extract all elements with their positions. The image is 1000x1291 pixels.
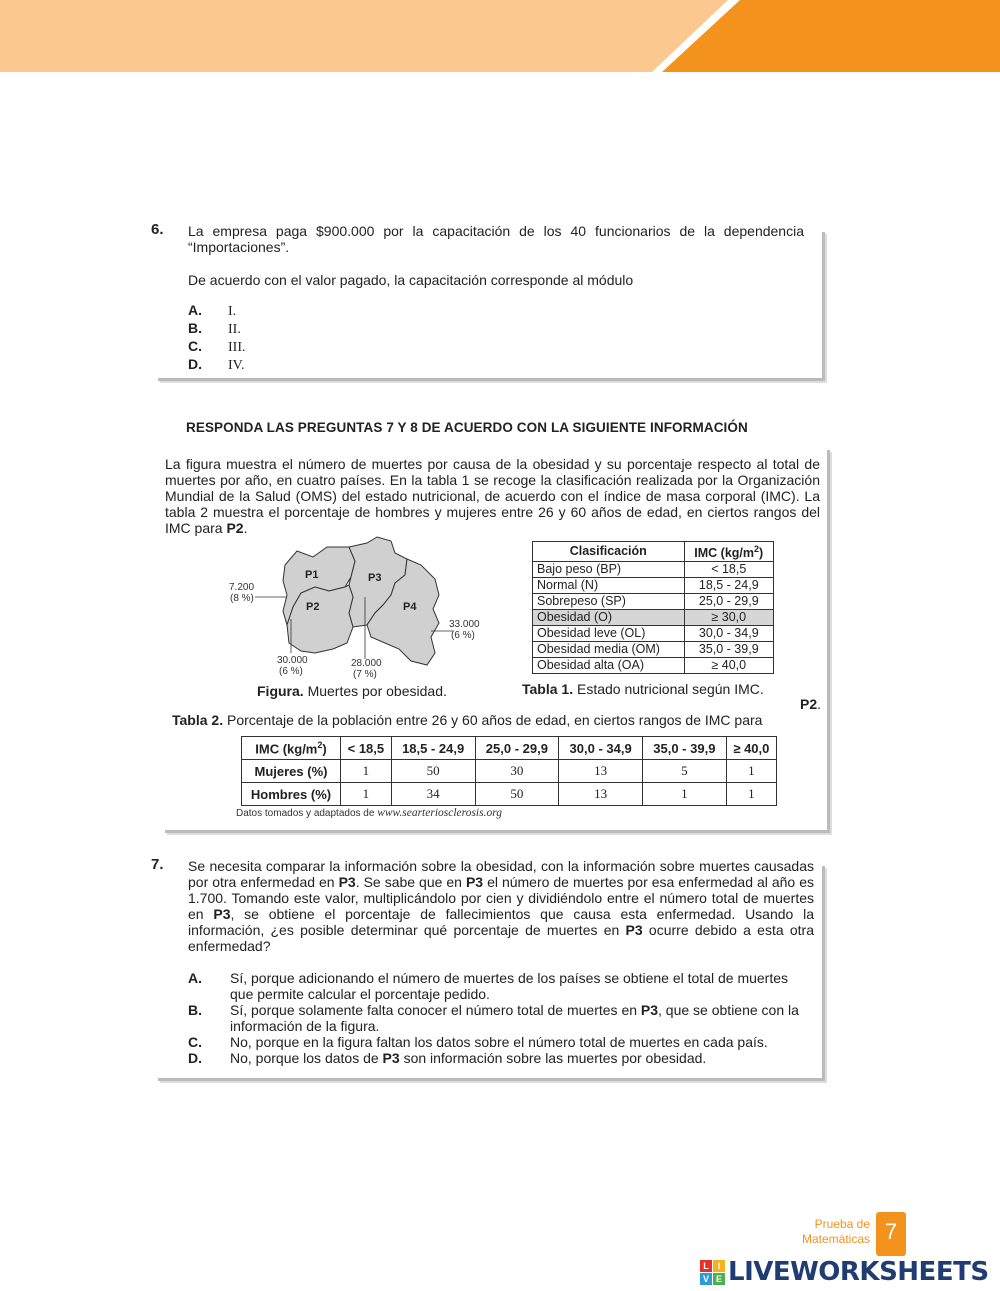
table-cell: 5	[642, 760, 726, 783]
region-p1-label: P1	[305, 569, 319, 581]
option-text: I.	[228, 304, 237, 319]
option-text: Sí, porque adicionando el número de muertes de los países se obtiene el total de muertes que permite calcular el porcentaje pedido.	[230, 970, 789, 1002]
table-2-caption-text: Porcentaje de la población entre 26 y 60 años de edad, en ciertos rangos de IMC para	[226, 712, 763, 728]
table-row	[533, 562, 774, 578]
option-a[interactable]	[188, 970, 814, 1002]
stem-bold: P3	[338, 874, 356, 890]
stem-bold: P3	[465, 874, 484, 890]
callout-p1-value: 7.200	[229, 582, 255, 593]
option-text-part: , que se obtiene con la información de la figura.	[230, 1002, 799, 1034]
table-cell: ≥ 40,0	[684, 658, 773, 674]
callout-p3-pct: (7 %)	[353, 669, 377, 680]
stem-text: , se obtiene el porcentaje de fallecimientos que causa esta enfermedad. Usando la información, ¿es posible determinar qué porcentaje de muertes en	[188, 906, 814, 938]
table-header-range: ≥ 40,0	[726, 737, 776, 760]
table-row	[533, 642, 774, 658]
data-source-url: www.searteriosclerosis.org	[377, 807, 503, 819]
option-letter: B.	[188, 1002, 202, 1018]
callout-p4-value: 33.000	[449, 619, 480, 630]
question-6-prompt: De acuerdo con el valor pagado, la capacitación corresponde al módulo	[188, 272, 634, 288]
footer-line-1: Prueba de	[814, 1217, 870, 1231]
stem-text: . Se sabe que en	[355, 874, 462, 890]
table-1-caption-label: Tabla 1.	[522, 681, 574, 697]
table-2-caption-p2: P2	[800, 696, 818, 712]
table-cell: 1	[642, 783, 726, 806]
option-text-part: son información sobre las muertes por obesidad.	[403, 1050, 707, 1066]
imc-sup: 2	[317, 739, 323, 750]
page-number-tab	[876, 1212, 906, 1256]
section-heading: RESPONDA LAS PREGUNTAS 7 Y 8 DE ACUERDO CON LA SIGUIENTE INFORMACIÓN	[186, 420, 748, 435]
table-row	[533, 626, 774, 642]
table-row-highlighted	[533, 610, 774, 626]
option-letter: D.	[188, 356, 202, 372]
table-cell: 25,0 - 29,9	[684, 594, 773, 610]
intro-text: La figura muestra el número de muertes por causa de la obesidad y su porcentaje respecto al total de muertes por año, en cuatro países. En la tabla 1 se recoge la clasificación realizada por la Organización Mundial de la Salud (OMS) del estado nutricional, de acuerdo con el índice de masa corporal (IMC). La tabla 2 muestra el porcentaje de hombres y mujeres entre 26 y 60 años de edad, en ciertos rangos del IMC para	[165, 456, 820, 536]
table-cell: 34	[391, 783, 475, 806]
table-1-caption-text: Estado nutricional según IMC.	[576, 681, 764, 697]
logo-cube: I	[713, 1260, 725, 1272]
table-header-imc	[242, 737, 341, 760]
data-source	[236, 807, 502, 819]
table-cell: 50	[475, 783, 559, 806]
table-1	[532, 541, 774, 674]
table-2-caption-end	[800, 696, 821, 712]
table-row	[533, 594, 774, 610]
table-row	[533, 578, 774, 594]
imc-close: )	[759, 546, 764, 561]
table-2-caption-label: Tabla 2.	[172, 712, 224, 728]
table-row	[242, 737, 777, 760]
callout-p2-pct: (6 %)	[279, 666, 303, 677]
option-letter: A.	[188, 302, 202, 318]
table-header-classification: Clasificación	[533, 542, 685, 562]
table-row	[242, 783, 777, 806]
logo-cubes	[700, 1260, 725, 1285]
imc-label: IMC (kg/m	[255, 741, 318, 757]
stem-text: Se necesita comparar la información sobre la obesidad, con la información sobre muertes causadas por otra enfermedad en	[188, 858, 814, 890]
logo-cube: E	[713, 1273, 725, 1285]
page-number: 7	[884, 1219, 898, 1244]
option-a[interactable]	[188, 302, 246, 320]
question-6-options	[188, 302, 246, 374]
table-cell: 1	[726, 760, 776, 783]
imc-close: )	[322, 741, 327, 757]
footer-line-2: Matemáticas	[801, 1232, 870, 1246]
table-row	[533, 542, 774, 562]
table-2	[241, 736, 777, 806]
option-text	[230, 1050, 706, 1066]
table-row	[533, 658, 774, 674]
option-text-bold: P3	[640, 1002, 659, 1018]
option-b[interactable]	[188, 320, 246, 338]
table-cell: Obesidad media (OM)	[533, 642, 685, 658]
table-cell: Bajo peso (BP)	[533, 562, 685, 578]
option-letter: C.	[188, 1034, 202, 1050]
table-cell: 30,0 - 34,9	[684, 626, 773, 642]
logo-cube: V	[700, 1273, 712, 1285]
row-label-men: Hombres (%)	[242, 783, 341, 806]
option-d[interactable]	[188, 1050, 814, 1066]
option-c[interactable]	[188, 338, 246, 356]
option-text: No, porque en la figura faltan los datos sobre el número total de muertes en cada país.	[230, 1034, 768, 1050]
table-cell: 1	[341, 783, 392, 806]
table-header-range: 18,5 - 24,9	[391, 737, 475, 760]
option-letter: A.	[188, 970, 202, 986]
question-7-number: 7.	[151, 856, 164, 873]
option-text-bold: P3	[382, 1050, 400, 1066]
table-header-imc	[684, 542, 773, 562]
table-cell: Normal (N)	[533, 578, 685, 594]
table-cell: 50	[391, 760, 475, 783]
option-letter: D.	[188, 1050, 202, 1066]
option-text: III.	[228, 340, 246, 355]
intro-end: .	[243, 520, 248, 536]
callout-p3-value: 28.000	[351, 658, 382, 669]
option-text-part: No, porque los datos de	[230, 1050, 379, 1066]
table-cell: Obesidad (O)	[533, 610, 685, 626]
table-2-caption-period: .	[817, 696, 822, 712]
table-cell: 1	[341, 760, 392, 783]
logo-cube: L	[700, 1260, 712, 1272]
option-text	[230, 1002, 814, 1034]
table-cell: 1	[726, 783, 776, 806]
option-d[interactable]	[188, 356, 246, 374]
table-header-range: 35,0 - 39,9	[642, 737, 726, 760]
obesity-map	[225, 535, 485, 685]
question-7-options	[188, 970, 814, 1066]
table-row	[242, 760, 777, 783]
question-7-stem	[188, 858, 814, 954]
table-cell: 18,5 - 24,9	[684, 578, 773, 594]
stem-bold: P3	[625, 922, 643, 938]
figure-caption-label: Figura.	[257, 683, 304, 699]
imc-sup: 2	[754, 544, 760, 554]
table-header-range: 25,0 - 29,9	[475, 737, 559, 760]
callout-p2-value: 30.000	[277, 655, 308, 666]
option-text: II.	[228, 322, 241, 337]
imc-label: IMC (kg/m	[694, 546, 755, 561]
table-cell: < 18,5	[684, 562, 773, 578]
callout-p4-pct: (6 %)	[451, 630, 475, 641]
stem-text: ocurre debido a esta otra enfermedad?	[188, 922, 815, 954]
intro-bold: P2	[226, 520, 244, 536]
footer-subject	[790, 1217, 870, 1247]
intro-paragraph	[165, 456, 820, 536]
option-c[interactable]	[188, 1034, 814, 1050]
table-1-caption	[522, 681, 764, 697]
option-b[interactable]	[188, 1002, 814, 1034]
table-header-range: 30,0 - 34,9	[559, 737, 643, 760]
stem-bold: P3	[213, 906, 231, 922]
option-text-part: Sí, porque solamente falta conocer el número total de muertes en	[230, 1002, 638, 1018]
table-cell: Obesidad leve (OL)	[533, 626, 685, 642]
question-6-number: 6.	[151, 221, 164, 238]
table-cell: 13	[559, 760, 643, 783]
stem-text: el número de muertes por esa enfermedad al año es 1.700. Tomando este valor, multiplicándolo por cien y dividiéndolo entre el número total de muertes en	[188, 874, 814, 922]
question-6-stem: La empresa paga $900.000 por la capacitación de los 40 funcionarios de la dependencia “Importaciones”.	[188, 223, 804, 255]
table-header-range: < 18,5	[341, 737, 392, 760]
table-cell: 13	[559, 783, 643, 806]
liveworksheets-logo[interactable]	[700, 1257, 989, 1287]
table-cell: Sobrepeso (SP)	[533, 594, 685, 610]
header-band	[0, 0, 1000, 72]
table-cell: ≥ 30,0	[684, 610, 773, 626]
figure-caption	[257, 683, 447, 699]
callout-p1-pct: (8 %)	[230, 593, 254, 604]
table-cell: 30	[475, 760, 559, 783]
table-cell: Obesidad alta (OA)	[533, 658, 685, 674]
option-text: IV.	[228, 358, 245, 373]
figure-caption-text: Muertes por obesidad.	[307, 683, 447, 699]
region-p2-label: P2	[306, 601, 320, 613]
row-label-women: Mujeres (%)	[242, 760, 341, 783]
table-cell: 35,0 - 39,9	[684, 642, 773, 658]
option-letter: C.	[188, 338, 202, 354]
region-p4-label: P4	[403, 601, 417, 613]
table-2-caption	[172, 712, 762, 728]
logo-text: LIVEWORKSHEETS	[728, 1257, 989, 1287]
region-p3-label: P3	[368, 572, 382, 584]
option-letter: B.	[188, 320, 202, 336]
data-source-prefix: Datos tomados y adaptados de	[236, 808, 375, 819]
